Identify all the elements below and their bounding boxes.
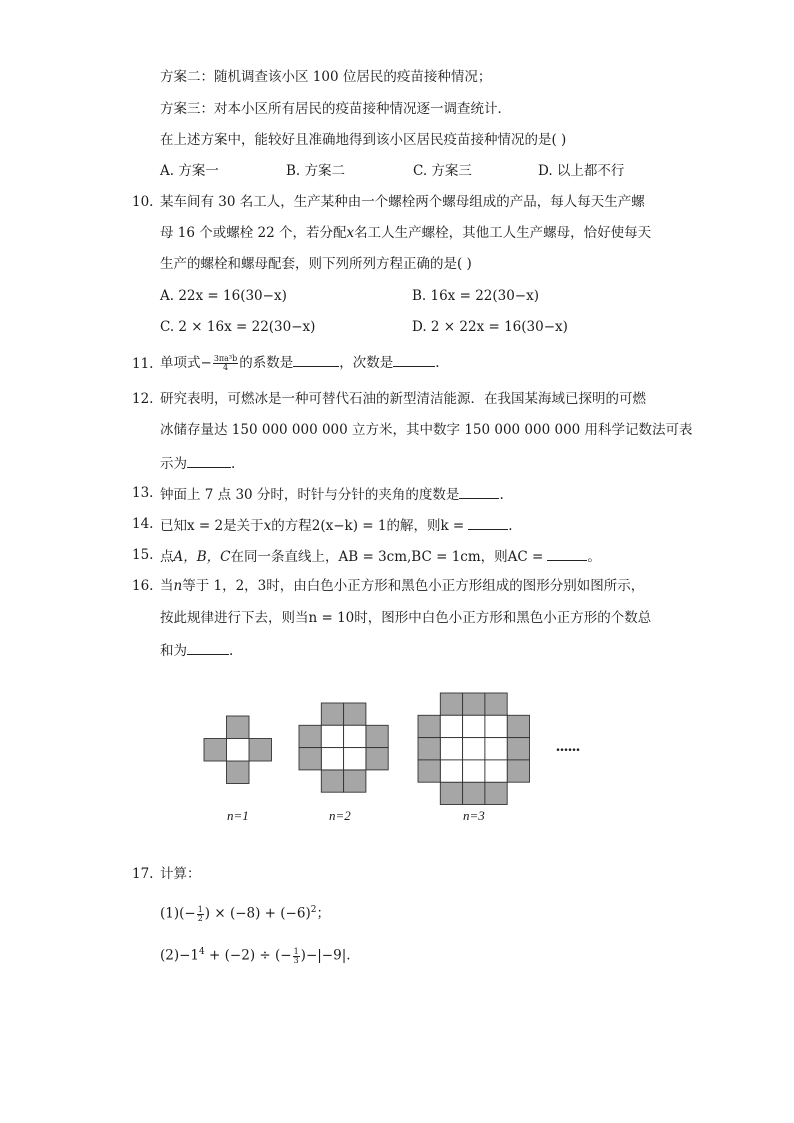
caption-n2: n=2 <box>329 808 351 823</box>
q10-line-2-part-b: 名工人生产螺栓，其他工人生产螺母，恰好使每天 <box>354 225 652 241</box>
q17-p1-denominator: 2 <box>197 913 203 923</box>
gray-square <box>366 725 388 747</box>
q16-number: 16. <box>132 578 154 594</box>
q13-end: . <box>499 487 504 503</box>
q17-p2-denominator: 3 <box>293 955 299 965</box>
q11-number: 11. <box>132 356 154 372</box>
gray-square <box>321 770 343 792</box>
q17-part-1 <box>160 899 330 925</box>
q14-number: 14. <box>132 516 154 532</box>
q17-p1-rest: ) × (−8) + (−6) <box>204 905 311 922</box>
prev-option-a: A. 方案一 <box>160 163 219 179</box>
q10-option-c: C. 2 × 16x = 22(30−x) <box>160 319 316 335</box>
q12-line-2: 冰储存量达 150 000 000 000 立方米，其中数字 150 000 000 000 用科学记数法可表 <box>160 422 693 438</box>
pattern-n1 <box>204 716 272 784</box>
prev-option-d: D. 以上都不行 <box>538 163 625 179</box>
q16-line-3-text: 和为 <box>160 643 187 659</box>
white-square <box>463 760 485 782</box>
gray-square <box>507 715 529 737</box>
gray-square <box>418 738 440 760</box>
q16-variable-n: n <box>173 578 183 594</box>
q11-fraction-denominator: 4 <box>222 363 229 372</box>
q17-p2-numerator: 1 <box>293 946 299 956</box>
q12-line-3-text: 示为 <box>160 456 187 472</box>
q17-p1-end: ； <box>316 905 330 922</box>
q10-option-d: D. 2 × 22x = 16(30−x) <box>412 319 568 335</box>
q17-p2-fraction <box>293 948 300 965</box>
q17-p2-middle: + (−2) ÷ (− <box>204 947 292 964</box>
q16-line-1-part-b: 等于 1，2，3时，由白色小正方形和黑色小正方形组成的图形分别如图所示， <box>182 578 645 594</box>
q15-prefix: 点 <box>160 549 174 565</box>
q15-end: 。 <box>587 549 601 565</box>
gray-square <box>227 761 250 784</box>
gray-square <box>366 748 388 770</box>
q10-line-2-part-a: 母 16 个或螺栓 22 个，若分配 <box>160 225 347 241</box>
white-square <box>440 760 462 782</box>
gray-square <box>204 739 227 762</box>
gray-square <box>485 782 507 804</box>
gray-square <box>463 782 485 804</box>
white-square <box>463 715 485 737</box>
white-square <box>485 760 507 782</box>
q16-line-1-part-a: 当 <box>160 578 174 594</box>
q11-middle-text: 的系数是 <box>239 355 294 371</box>
gray-square <box>507 760 529 782</box>
q13-number: 13. <box>132 485 154 501</box>
gray-square <box>344 770 366 792</box>
q10-variable-x: x <box>346 225 355 241</box>
prev-option-c: C. 方案三 <box>413 163 472 179</box>
q11-prefix: 单项式− <box>160 355 212 371</box>
gray-square <box>440 693 462 715</box>
gray-square <box>227 716 250 739</box>
white-square <box>321 725 343 747</box>
q14-end: . <box>508 518 513 534</box>
q10-line-1: 某车间有 30 名工人，生产某种由一个螺栓两个螺母组成的产品，每人每天生产螺 <box>160 194 645 210</box>
q15-points: A，B，C <box>173 549 231 565</box>
q17-p2-rest: )−|−9|. <box>300 947 351 964</box>
q17-p2-prefix: (2)−1 <box>160 947 200 964</box>
caption-n1: n=1 <box>227 808 249 823</box>
q10-option-b: B. 16x = 22(30−x) <box>412 288 540 304</box>
q15-stem: 在同一条直线上，AB = 3cm,BC = 1cm，则AC = <box>230 549 544 565</box>
q16-line-2: 按此规律进行下去，则当n = 10时，图形中白色小正方形和黑色小正方形的个数总 <box>160 610 652 626</box>
white-square <box>227 739 250 762</box>
plan-2-text: 方案二：随机调查该小区 100 位居民的疫苗接种情况； <box>160 69 492 85</box>
q14-variable-x: x <box>263 518 272 534</box>
pattern-n3 <box>418 693 530 805</box>
q14-prefix: 已知x = 2是关于 <box>160 518 264 534</box>
prev-option-b: B. 方案二 <box>286 163 346 179</box>
q13-stem: 钟面上 7 点 30 分时，时针与分针的夹角的度数是 <box>160 487 460 503</box>
gray-square <box>418 760 440 782</box>
q16-end: . <box>229 643 234 659</box>
q17-part-2 <box>160 941 351 967</box>
gray-square <box>344 703 366 725</box>
q14-middle: 的方程2(x−k) = 1的解，则k = <box>271 518 465 534</box>
q11-middle-text-2: ，次数是 <box>339 355 394 371</box>
plan-3-text: 方案三：对本小区所有居民的疫苗接种情况逐一调查统计． <box>160 101 511 117</box>
q12-line-1: 研究表明，可燃冰是一种可替代石油的新型清洁能源．在我国某海域已探明的可燃 <box>160 391 646 407</box>
q12-end: . <box>231 456 236 472</box>
gray-square <box>321 703 343 725</box>
q11-end: . <box>435 355 440 371</box>
gray-square <box>418 715 440 737</box>
q17-p1-prefix: (1)(− <box>160 905 196 922</box>
white-square <box>440 738 462 760</box>
white-square <box>485 715 507 737</box>
q15-number: 15. <box>132 547 154 563</box>
white-square <box>485 738 507 760</box>
gray-square <box>249 739 272 762</box>
white-square <box>344 748 366 770</box>
q17-p1-numerator: 1 <box>197 904 203 914</box>
pattern-n2 <box>299 703 388 792</box>
q17-label: 计算： <box>160 866 201 882</box>
figure-ellipsis: ...... <box>556 738 580 755</box>
white-square <box>463 738 485 760</box>
q10-option-a: A. 22x = 16(30−x) <box>160 288 287 304</box>
gray-square <box>485 693 507 715</box>
white-square <box>440 715 462 737</box>
q17-p1-exponent: 2 <box>310 905 317 915</box>
q10-number: 10. <box>132 194 154 210</box>
prev-question-stem: 在上述方案中，能较好且准确地得到该小区居民疫苗接种情况的是( ) <box>160 132 567 148</box>
gray-square <box>507 738 529 760</box>
caption-n3: n=3 <box>463 808 485 823</box>
gray-square <box>440 782 462 804</box>
q17-number: 17. <box>132 866 154 882</box>
q17-p1-fraction <box>197 906 204 923</box>
gray-square <box>299 725 321 747</box>
q12-number: 12. <box>132 391 154 407</box>
white-square <box>344 725 366 747</box>
gray-square <box>463 693 485 715</box>
white-square <box>321 748 343 770</box>
gray-square <box>299 748 321 770</box>
q10-line-3: 生产的螺栓和螺母配套，则下列所列方程正确的是( ) <box>160 256 472 272</box>
q11-fraction-numerator: 3πa³b <box>213 354 238 363</box>
q17-p2-exponent: 4 <box>199 947 205 957</box>
